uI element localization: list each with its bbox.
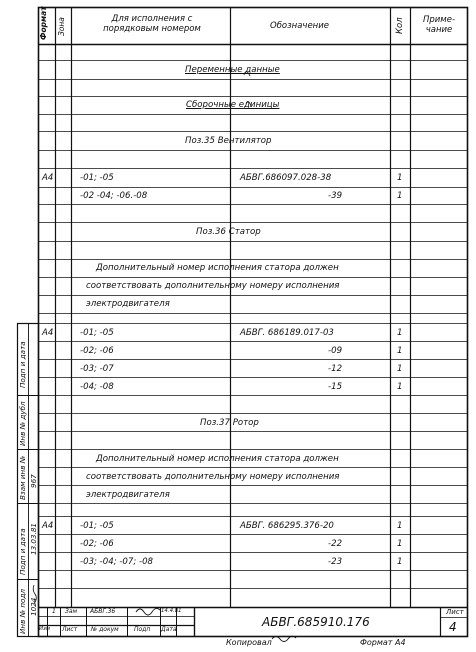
pos36-note-line3: электродвигателя — [86, 299, 170, 309]
pos35-designation-2: -39 — [328, 191, 343, 201]
strip-inv-dubl: Инв № дубл — [18, 401, 27, 446]
pos36-qty-2: 1 — [397, 346, 403, 356]
pos35-format: А4 — [42, 173, 54, 183]
section-pos37: Поз.37 Ротор — [200, 418, 259, 428]
section-assembly-units: Сборочные единицы — [186, 100, 280, 110]
pos35-variant-2: -02 -04; -06.-08 — [80, 191, 148, 201]
section-pos36: Поз.36 Статор — [196, 227, 261, 237]
pos36-variant-1: -01; -05 — [80, 328, 114, 338]
pos37-qty-2: 1 — [397, 539, 403, 549]
tb-designation: АБВГ.685910.176 — [262, 615, 370, 629]
header-format: Формат — [39, 6, 48, 40]
pos37-variant-1: -01; -05 — [80, 521, 114, 531]
pos35-designation-1: АБВГ.686097.028-38 — [240, 173, 332, 183]
tb-lbl-doc: № докум — [91, 626, 119, 633]
pos36-designation-2: -09 — [328, 346, 343, 356]
strip-sign-date-1: Подп и дата — [18, 341, 27, 388]
pos35-qty-2: 1 — [397, 191, 403, 201]
pos36-designation-1: АБВГ. 686189.017-03 — [240, 328, 334, 338]
pos37-variant-3: -03; -04; -07; -08 — [80, 557, 154, 567]
tb-doc-no: АБВГ.36 — [90, 608, 116, 615]
header-note: Приме- чание — [422, 15, 456, 35]
pos36-designation-4: -15 — [328, 382, 343, 392]
pos36-variant-3: -03; -07 — [80, 364, 114, 374]
pos36-format: А4 — [42, 328, 54, 338]
pos36-note-line1: Дополнительный номер исполнения статора должен — [96, 263, 339, 273]
pos37-qty-3: 1 — [397, 557, 403, 567]
pos36-note-line2: соответствовать дополнительному номеру исполнения — [86, 281, 340, 291]
footer-copied: Копировал — [226, 638, 272, 647]
tb-lbl-podp: Подп — [134, 626, 151, 633]
pos37-variant-2: -02; -06 — [80, 539, 114, 549]
tb-lbl-data: Дата — [161, 626, 177, 633]
tb-lbl-list: Лист — [62, 626, 78, 633]
strip-date-value: 13.03.81 — [29, 522, 38, 555]
strip-sign-date-2: Подп и дата — [18, 528, 27, 575]
header-variant: Для исполнения с порядковым номером — [103, 14, 201, 34]
pos35-variant-1: -01; -05 — [80, 173, 114, 183]
strip-vzam-value: 967 — [29, 474, 38, 488]
pos37-note-line1: Дополнительный номер исполнения статора должен — [96, 454, 339, 464]
strip-vzam-inv: Взам инв № — [18, 455, 27, 500]
pos37-designation-1: АБВГ. 686295.376-20 — [240, 521, 334, 531]
header-designation: Обозначение — [270, 21, 329, 31]
pos36-variant-2: -02; -06 — [80, 346, 114, 356]
tb-sheet-label: Лист — [446, 608, 464, 616]
pos36-variant-4: -04; -08 — [80, 382, 114, 392]
pos35-qty-1: 1 — [397, 173, 403, 183]
tb-lbl-izm: Изм — [39, 626, 50, 632]
header-qty: Кол — [395, 17, 405, 34]
pos37-designation-3: -23 — [328, 557, 343, 567]
section-variable-data: Переменные данные — [185, 65, 280, 75]
footer-format: Формат А4 — [360, 638, 406, 647]
tb-rev: 1 — [52, 608, 56, 615]
pos37-note-line3: электродвигателя — [86, 490, 170, 500]
pos36-qty-4: 1 — [397, 382, 403, 392]
pos37-note-line2: соответствовать дополнительному номеру исполнения — [86, 472, 340, 482]
pos37-format: А4 — [42, 521, 54, 531]
tb-zam: Зам — [65, 608, 78, 615]
header-zone: Зона — [57, 17, 66, 36]
pos36-qty-3: 1 — [397, 364, 403, 374]
pos37-designation-2: -22 — [328, 539, 343, 549]
strip-inv-orig: Инв № подл — [18, 588, 27, 634]
pos36-qty-1: 1 — [397, 328, 403, 338]
tb-sheet-no: 4 — [449, 620, 457, 634]
pos37-qty-1: 1 — [397, 521, 403, 531]
pos36-designation-3: -12 — [328, 364, 343, 374]
section-pos35: Поз.35 Вентилятор — [185, 136, 272, 146]
strip-inv-value: 1024 — [29, 597, 38, 616]
tb-date: 14.4.81 — [161, 608, 182, 614]
